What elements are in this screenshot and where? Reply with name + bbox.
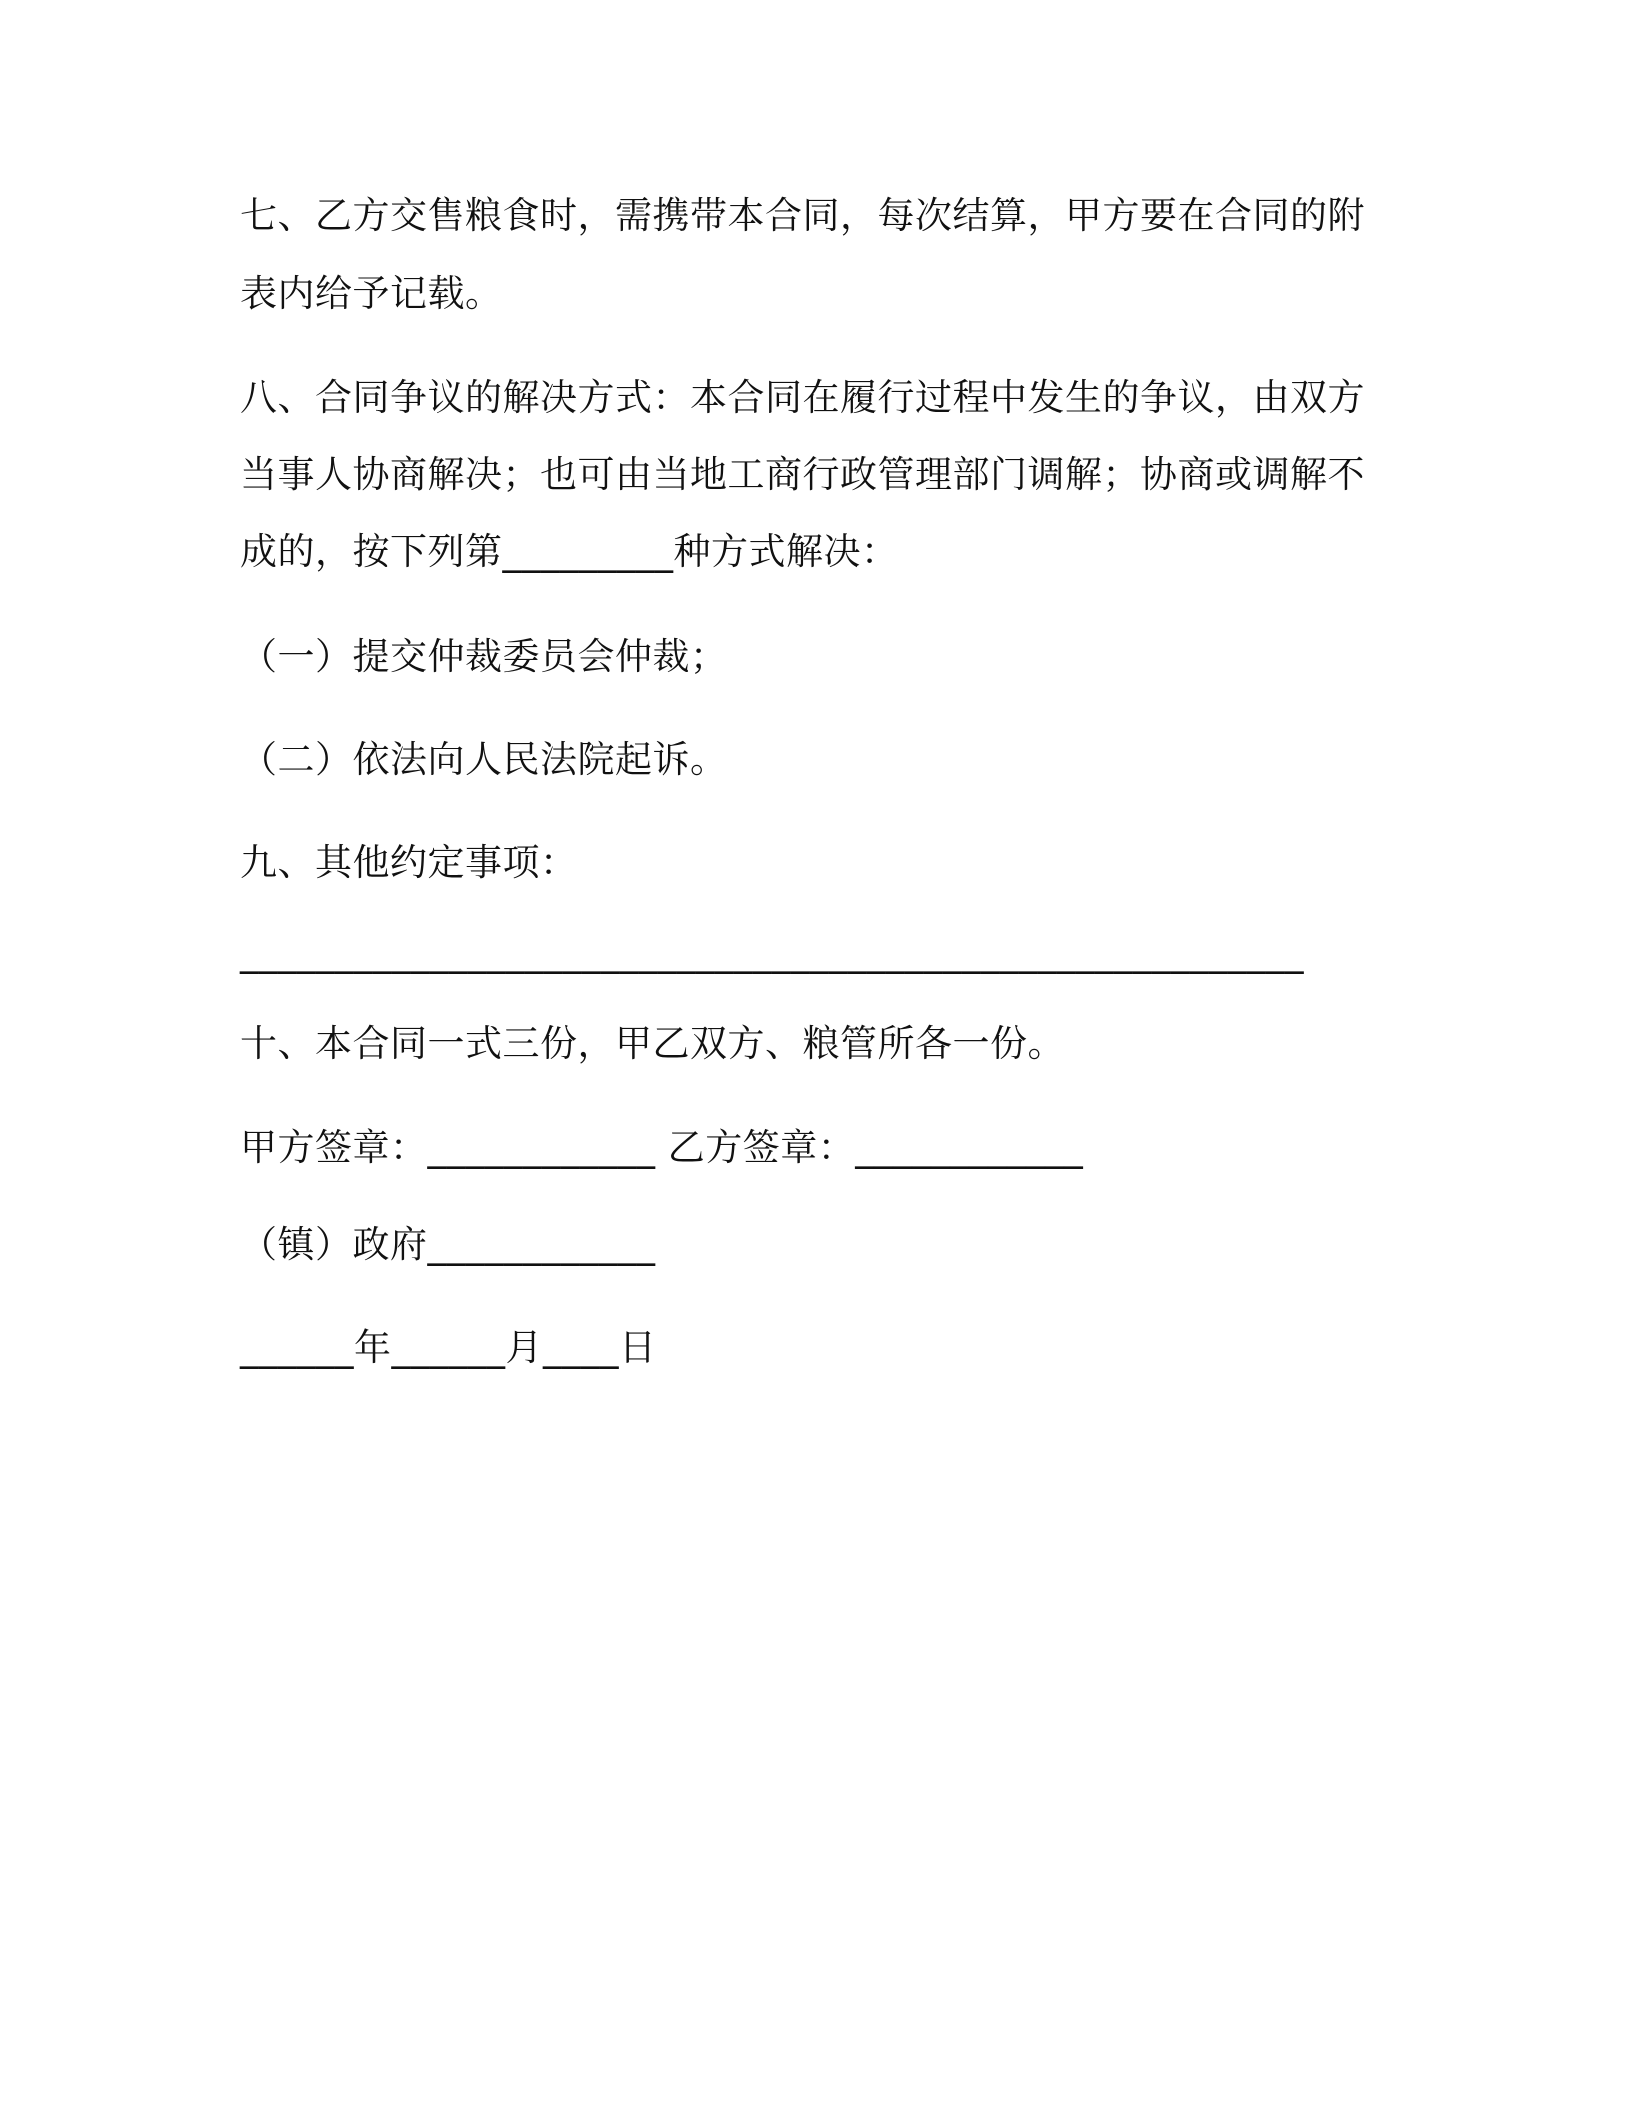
clause-8-option-1: （一）提交仲裁委员会仲裁； — [240, 635, 728, 678]
clause-9-blank-line: ________________________________________________________ — [240, 931, 1304, 974]
clause-8-line-3: 成的，按下列第_________种方式解决： — [240, 530, 899, 573]
clause-9-title: 九、其他约定事项： — [240, 841, 578, 884]
clause-8-option-2: （二）依法向人民法院起诉。 — [240, 738, 728, 781]
clause-10: 十、本合同一式三份，甲乙双方、粮管所各一份。 — [240, 1022, 1065, 1065]
signature-line: 甲方签章：____________ 乙方签章：____________ — [240, 1126, 1084, 1169]
date-line: ______年______月____日 — [240, 1326, 657, 1369]
clause-8-line-1: 八、合同争议的解决方式：本合同在履行过程中发生的争议，由双方 — [240, 376, 1365, 419]
clause-7-line-2: 表内给予记载。 — [240, 272, 503, 315]
government-signature-line: （镇）政府____________ — [240, 1223, 656, 1266]
clause-7-line-1: 七、乙方交售粮食时，需携带本合同，每次结算，甲方要在合同的附 — [240, 194, 1365, 237]
clause-8-line-2: 当事人协商解决；也可由当地工商行政管理部门调解；协商或调解不 — [240, 453, 1365, 496]
